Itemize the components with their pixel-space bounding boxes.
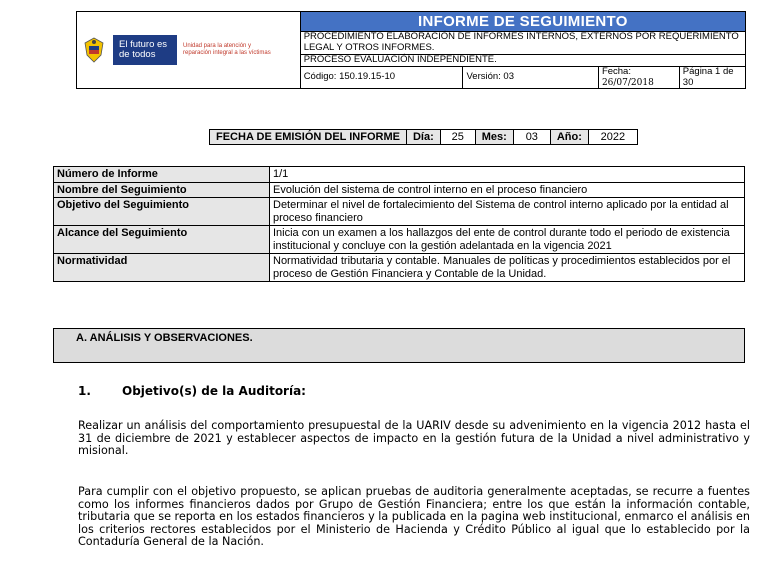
year-value: 2022 [588, 130, 637, 145]
emission-date-table [209, 129, 638, 145]
page-cell: Página 1 de 30 [679, 67, 745, 89]
objective-title: Objetivo(s) de la Auditoría: [122, 384, 306, 398]
table-row [54, 182, 745, 198]
objective-number: 1. [78, 384, 91, 398]
logo-subtext: Unidad para la atención y reparación integral a las víctimas [183, 43, 271, 56]
code-cell: Código: 150.19.15-10 [300, 67, 463, 89]
info-key: Nombre del Seguimiento [54, 182, 270, 198]
logo-text: El futuro es de todos [113, 35, 177, 65]
document-header [76, 11, 746, 89]
date-cell [598, 67, 679, 89]
info-value: 1/1 [270, 167, 745, 183]
table-row [54, 167, 745, 183]
section-a-bar [53, 328, 745, 363]
coat-of-arms-icon [83, 37, 105, 63]
info-key: Normatividad [54, 254, 270, 282]
table-row [54, 226, 745, 254]
info-key: Alcance del Seguimiento [54, 226, 270, 254]
year-label: Año: [550, 130, 588, 145]
procedure-text: PROCEDIMIENTO ELABORACIÓN DE INFORMES INTERNOS, EXTERNOS POR REQUERIMIENTO LEGAL Y OTROS INFORMES. [300, 32, 745, 55]
day-label: Día: [406, 130, 440, 145]
day-value: 25 [440, 130, 475, 145]
paragraph: Para cumplir con el objetivo propuesto, se aplican pruebas de auditoria generalmente aceptadas, se recurre a fuentes como los informes financieros dados por Grupo de Gestión Financiera; entre los que están la información contable, tributaria que se reporta en los estados financieros y la publicada en la pagina web institucional, enmarco el análisis en los criterios rectores establecidos por el Ministerio de Hacienda y Crédito Público al igual que lo establecido por la Contaduría General de la Nación. [78, 485, 750, 549]
paragraph: Realizar un análisis del comportamiento presupuestal de la UARIV desde su advenimiento en la vigencia 2012 hasta el 31 de diciembre de 2021 y establecer aspectos de impacto en la gestión futura de la Unidad a nivel administrativo y misional. [78, 419, 750, 458]
date-label: Fecha: [601, 66, 631, 77]
info-value: Normatividad tributaria y contable. Manuales de políticas y procedimientos establecidos por el proceso de Gestión Financiera y Contable de la Unidad. [270, 254, 745, 282]
info-key: Número de Informe [54, 167, 270, 183]
section-a-title: A. ANÁLISIS Y OBSERVACIONES. [76, 332, 253, 344]
month-value: 03 [513, 130, 550, 145]
process-text: PROCESO EVALUACIÓN INDEPENDIENTE. [300, 55, 745, 67]
emission-label: FECHA DE EMISIÓN DEL INFORME [210, 130, 407, 145]
month-label: Mes: [475, 130, 513, 145]
info-value: Inicia con un examen a los hallazgos del ente de control durante todo el periodo de existencia institucional y concluye con la gestión adelantada en la vigencia 2021 [270, 226, 745, 254]
report-info-table [53, 166, 745, 282]
table-row [54, 198, 745, 226]
logo-cell [77, 12, 301, 89]
info-value: Determinar el nivel de fortalecimiento del Sistema de control interno aplicado por la entidad al proceso financiero [270, 198, 745, 226]
date-value: 26/07/2018 [601, 77, 654, 88]
objective-heading [78, 384, 306, 398]
info-key: Objetivo del Seguimiento [54, 198, 270, 226]
info-value: Evolución del sistema de control interno en el proceso financiero [270, 182, 745, 198]
report-banner: INFORME DE SEGUIMIENTO [300, 12, 745, 32]
version-cell: Versión: 03 [463, 67, 598, 89]
table-row [54, 254, 745, 282]
